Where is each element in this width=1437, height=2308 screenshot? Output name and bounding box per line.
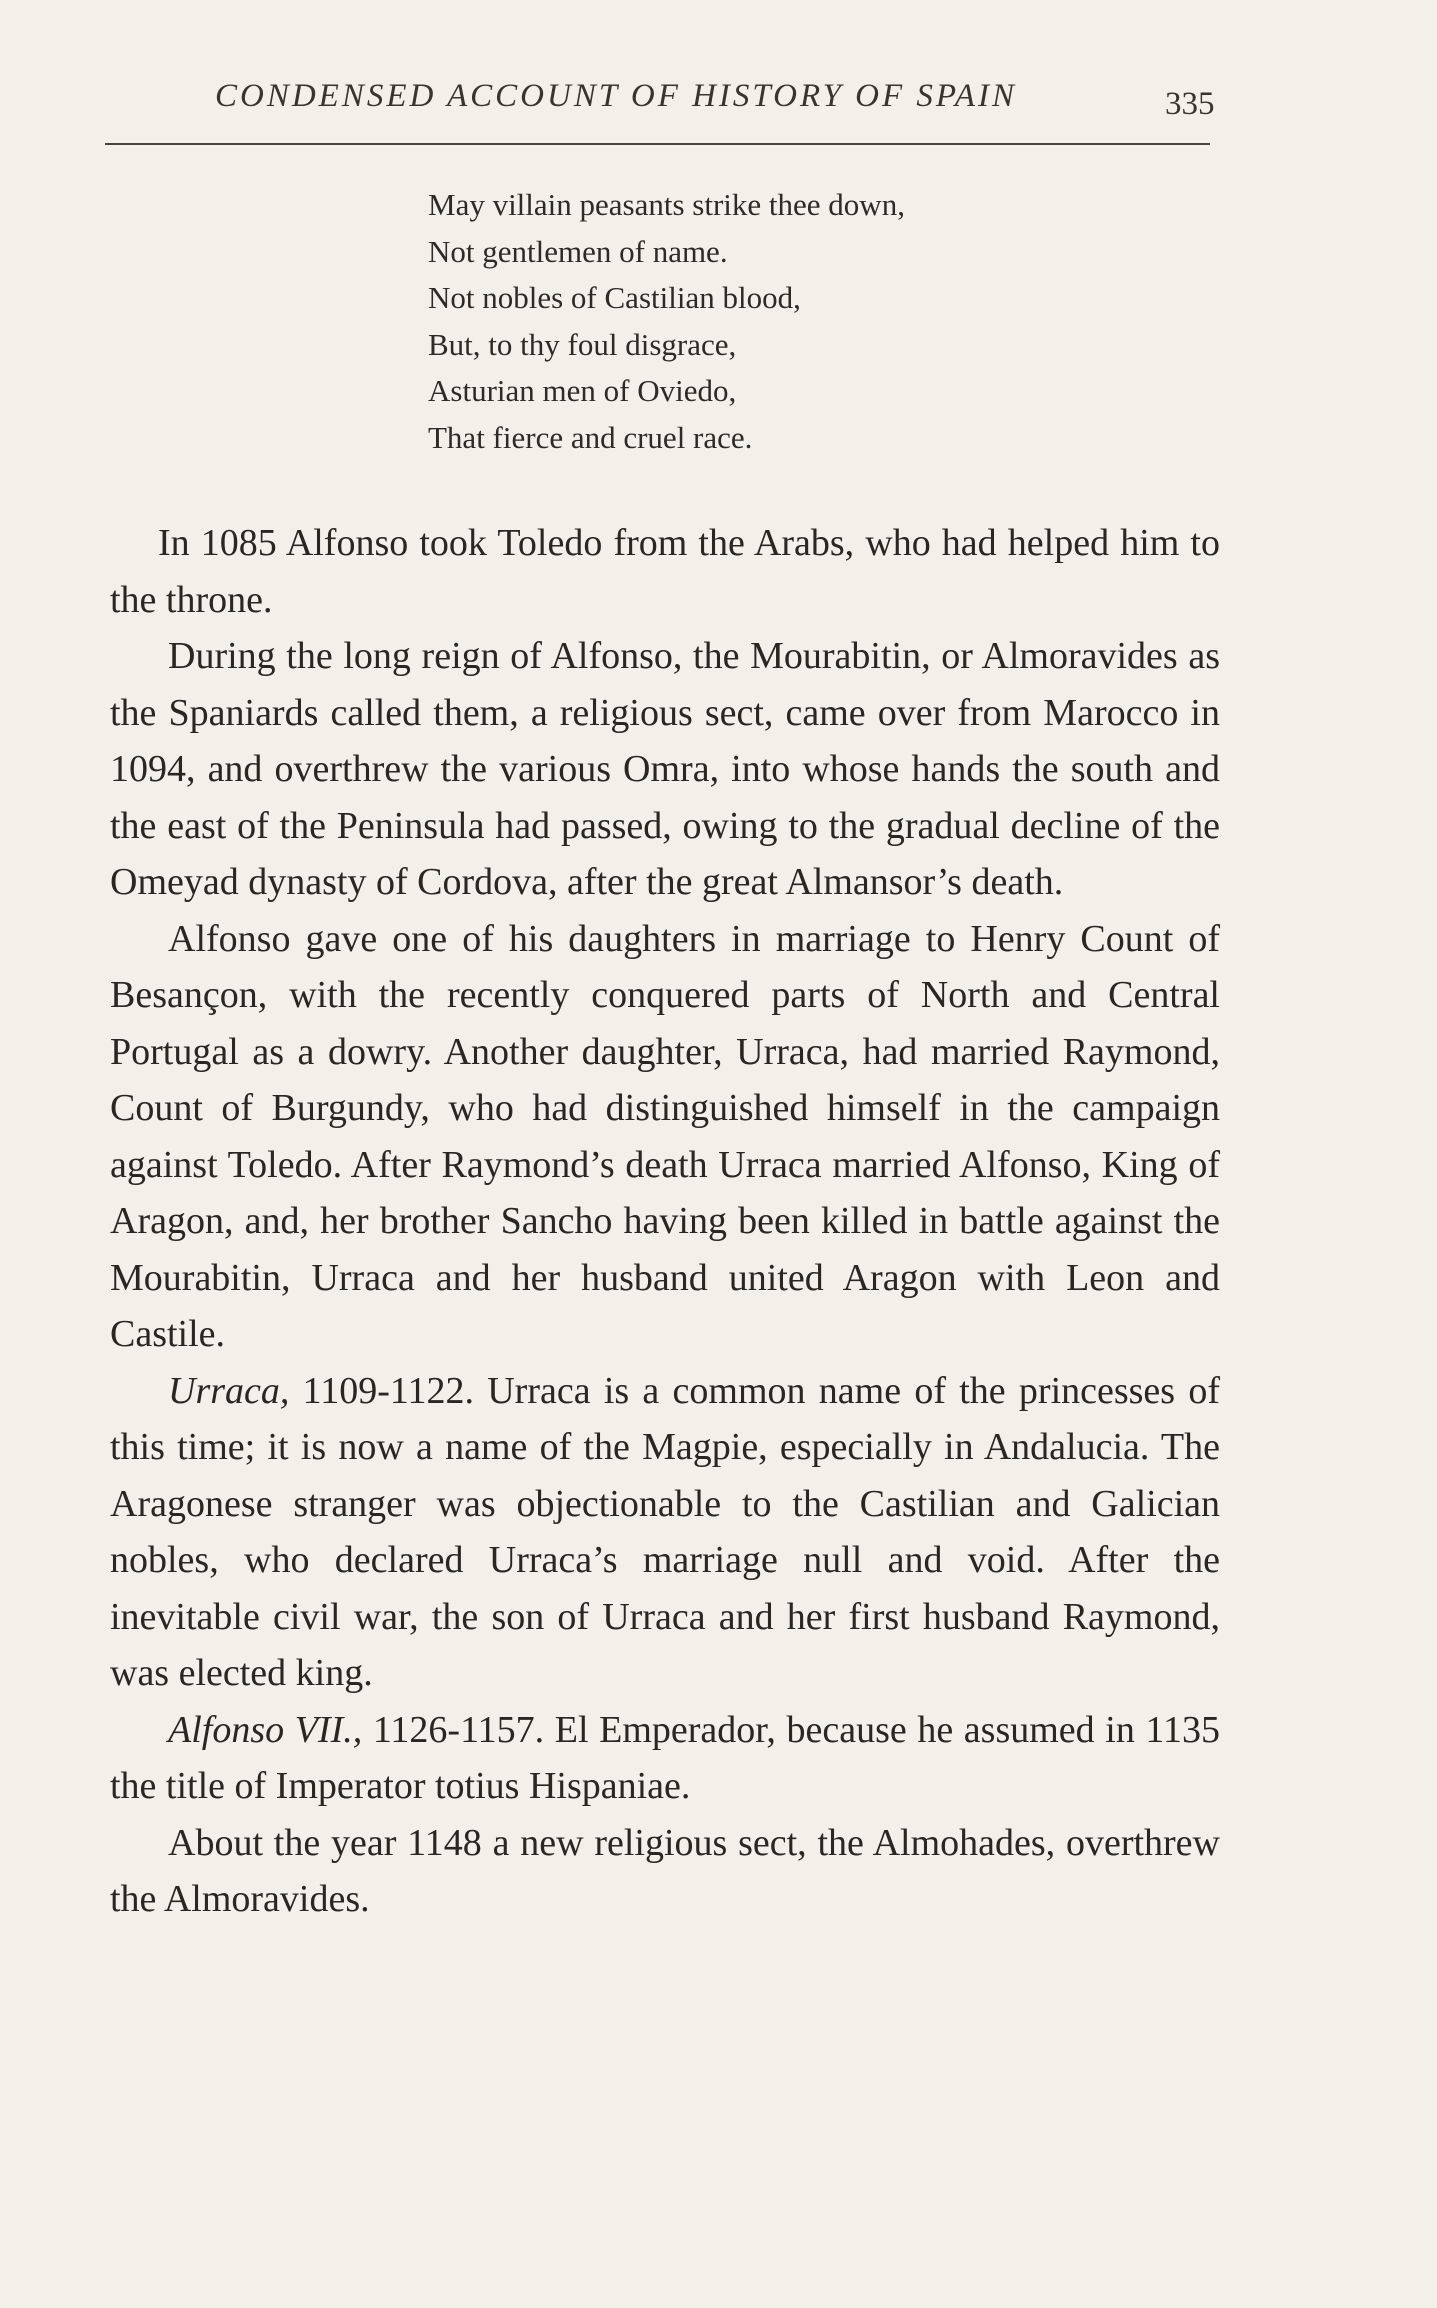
- poem-line: May villain peasants strike thee down,: [428, 187, 905, 222]
- running-title: CONDENSED ACCOUNT OF HISTORY OF SPAIN: [215, 78, 1017, 114]
- paragraph-text: In 1085 Alfonso took Toledo from the Arabs, who had helped him to the throne.: [110, 522, 1220, 621]
- header-rule: [105, 143, 1210, 145]
- paragraph-text: 1126-1157. El Emperador, because he assumed in 1135 the title of Imperator totius Hispaniae.: [110, 1708, 1220, 1807]
- paragraph: [110, 911, 1220, 1363]
- paragraph-lead: Urraca,: [168, 1369, 290, 1412]
- paragraph: [110, 628, 1220, 911]
- poem-line: Not gentlemen of name.: [428, 233, 728, 269]
- paragraph-text: Alfonso gave one of his daughters in marriage to Henry Count of Besançon, with the recently conquered parts of North and Central Portugal as a dowry. Another daughter, Urraca, had married Raymond, Count of Burgundy, who had distinguished himself in the campaign against Toledo. After Raymond’s death Urraca married Alfonso, King of Aragon, and, her brother Sancho having been killed in battle against the Mourabitin, Urraca and her husband united Aragon with Leon and Castile.: [110, 917, 1220, 1355]
- paragraph: [110, 1815, 1220, 1928]
- poem-block: [428, 182, 905, 461]
- poem-line: That fierce and cruel race.: [428, 419, 753, 455]
- paragraph-text: During the long reign of Alfonso, the Mourabitin, or Almoravides as the Spaniards called them, a religious sect, came over from Marocco in 1094, and overthrew the various Omra, into whose hands the south and the east of the Peninsula had passed, owing to the gradual decline of the Omeyad dynasty of Cordova, after the great Almansor’s death.: [110, 635, 1220, 903]
- poem-line: Not nobles of Castilian blood,: [428, 280, 801, 315]
- paragraph: [110, 1702, 1220, 1815]
- paragraph-lead: Alfonso VII.,: [168, 1708, 363, 1751]
- paragraph-text: 1109-1122. Urraca is a common name of the princesses of this time; it is now a name of the Magpie, especially in Andalucia. The Aragonese stranger was objectionable to the Castilian and Galician nobles, who declared Urraca’s marriage null and void. After the inevitable civil war, the son of Urraca and her first husband Raymond, was elected king.: [110, 1369, 1220, 1694]
- poem-line: Asturian men of Oviedo,: [428, 373, 737, 408]
- paragraph: [110, 515, 1220, 628]
- page-number: 335: [1165, 86, 1215, 122]
- poem-line: But, to thy foul disgrace,: [428, 326, 737, 362]
- paragraph: [110, 1363, 1220, 1702]
- paragraph-text: About the year 1148 a new religious sect, the Almohades, overthrew the Almoravides.: [110, 1821, 1220, 1920]
- body-text: [110, 515, 1220, 1928]
